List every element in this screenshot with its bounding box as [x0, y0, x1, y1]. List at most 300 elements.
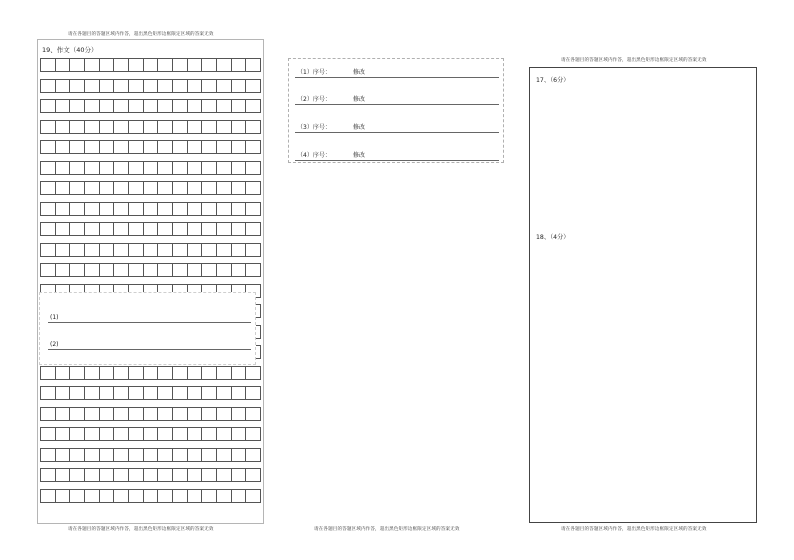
correction-item-3[interactable] [295, 119, 499, 133]
essay-grid-cell[interactable] [55, 243, 71, 257]
essay-grid-cell[interactable] [245, 468, 261, 482]
essay-grid-cell[interactable] [187, 386, 203, 400]
essay-grid-cell[interactable] [245, 366, 261, 380]
essay-grid-cell[interactable] [69, 222, 85, 236]
essay-grid-cell[interactable] [201, 427, 217, 441]
essay-grid-cell[interactable] [187, 161, 203, 175]
essay-grid-cell[interactable] [172, 120, 188, 134]
essay-grid-cell[interactable] [55, 468, 71, 482]
essay-grid-cell[interactable] [201, 140, 217, 154]
essay-grid-cell[interactable] [245, 222, 261, 236]
essay-grid-cell[interactable] [84, 386, 100, 400]
essay-grid-cell[interactable] [172, 222, 188, 236]
essay-grid-cell[interactable] [245, 79, 261, 93]
essay-grid-cell[interactable] [187, 120, 203, 134]
essay-grid-cell[interactable] [245, 99, 261, 113]
essay-grid-cell[interactable] [157, 263, 173, 277]
essay-grid-cell[interactable] [69, 120, 85, 134]
essay-grid-row [40, 120, 261, 134]
essay-grid-cell[interactable] [84, 427, 100, 441]
essay-grid-cell[interactable] [231, 58, 247, 72]
essay-grid-cell[interactable] [187, 243, 203, 257]
essay-grid-cell[interactable] [157, 243, 173, 257]
essay-grid-cell[interactable] [157, 161, 173, 175]
essay-grid-row [40, 243, 261, 257]
essay-grid-cell[interactable] [55, 407, 71, 421]
essay-grid-cell[interactable] [69, 386, 85, 400]
essay-grid-cell[interactable] [187, 448, 203, 462]
essay-grid-cell[interactable] [69, 161, 85, 175]
essay-grid-cell[interactable] [113, 427, 129, 441]
essay-grid-cell[interactable] [143, 489, 159, 503]
essay-grid-cell[interactable] [99, 243, 115, 257]
essay-grid-cell[interactable] [187, 79, 203, 93]
essay-grid-cell[interactable] [143, 427, 159, 441]
essay-grid-cell[interactable] [99, 407, 115, 421]
essay-grid-cell[interactable] [245, 161, 261, 175]
essay-grid-cell[interactable] [40, 263, 56, 277]
essay-grid-cell[interactable] [128, 366, 144, 380]
essay-grid-cell[interactable] [157, 468, 173, 482]
essay-grid-cell[interactable] [128, 181, 144, 195]
essay-grid-cell[interactable] [143, 468, 159, 482]
essay-grid-cell[interactable] [201, 79, 217, 93]
essay-grid-cell[interactable] [245, 243, 261, 257]
essay-grid-cell[interactable] [216, 120, 232, 134]
essay-grid-cell[interactable] [128, 58, 144, 72]
essay-grid-cell[interactable] [84, 161, 100, 175]
essay-grid-cell[interactable] [245, 427, 261, 441]
essay-grid-cell[interactable] [187, 468, 203, 482]
essay-grid-cell[interactable] [113, 202, 129, 216]
sub-answer-line-1[interactable] [48, 322, 251, 323]
essay-grid-cell[interactable] [172, 468, 188, 482]
essay-grid-cell[interactable] [201, 448, 217, 462]
essay-grid-cell[interactable] [40, 99, 56, 113]
essay-grid-cell[interactable] [201, 222, 217, 236]
notice-top-right: 请在各题目的答题区域内作答，超出黑色矩形边框限定区域的答案无效 [561, 58, 707, 63]
essay-grid-cell[interactable] [99, 489, 115, 503]
essay-grid-cell[interactable] [231, 386, 247, 400]
essay-grid-cell[interactable] [55, 181, 71, 195]
essay-grid-cell[interactable] [84, 181, 100, 195]
essay-grid-cell[interactable] [99, 181, 115, 195]
essay-grid-cell[interactable] [172, 386, 188, 400]
essay-grid-cell[interactable] [231, 263, 247, 277]
essay-grid-cell[interactable] [216, 181, 232, 195]
essay-grid-cell[interactable] [157, 140, 173, 154]
essay-grid-cell[interactable] [128, 120, 144, 134]
correction-item-4[interactable] [295, 147, 499, 161]
essay-grid-cell[interactable] [201, 202, 217, 216]
essay-grid-cell[interactable] [113, 243, 129, 257]
essay-grid-cell[interactable] [55, 222, 71, 236]
essay-grid-cell[interactable] [113, 448, 129, 462]
essay-grid-cell[interactable] [55, 140, 71, 154]
essay-grid-row [40, 58, 261, 72]
essay-grid-cell[interactable] [128, 202, 144, 216]
essay-grid-cell[interactable] [143, 58, 159, 72]
essay-grid-cell[interactable] [99, 140, 115, 154]
essay-grid-row [40, 140, 261, 154]
essay-grid-cell[interactable] [187, 427, 203, 441]
answer-area-17-18[interactable] [529, 67, 757, 523]
essay-grid-cell[interactable] [128, 263, 144, 277]
essay-grid-cell[interactable] [128, 427, 144, 441]
essay-grid-cell[interactable] [157, 407, 173, 421]
essay-grid-cell[interactable] [113, 140, 129, 154]
essay-grid-cell[interactable] [40, 386, 56, 400]
essay-grid-cell[interactable] [172, 99, 188, 113]
essay-grid-cell[interactable] [157, 202, 173, 216]
essay-grid-cell[interactable] [201, 243, 217, 257]
essay-grid-cell[interactable] [69, 489, 85, 503]
essay-grid-cell[interactable] [84, 222, 100, 236]
essay-grid-cell[interactable] [55, 58, 71, 72]
essay-grid-cell[interactable] [143, 366, 159, 380]
essay-grid-cell[interactable] [157, 181, 173, 195]
essay-grid-cell[interactable] [245, 120, 261, 134]
essay-grid-cell[interactable] [231, 243, 247, 257]
essay-grid-cell[interactable] [216, 427, 232, 441]
essay-grid-row [40, 489, 261, 503]
essay-grid-cell[interactable] [245, 407, 261, 421]
essay-grid-cell[interactable] [245, 140, 261, 154]
essay-grid-cell[interactable] [187, 222, 203, 236]
essay-grid-cell[interactable] [84, 99, 100, 113]
essay-grid-cell[interactable] [84, 58, 100, 72]
essay-grid-cell[interactable] [99, 448, 115, 462]
essay-grid-cell[interactable] [84, 140, 100, 154]
essay-grid-cell[interactable] [157, 222, 173, 236]
essay-grid-cell[interactable] [69, 202, 85, 216]
essay-grid-cell[interactable] [113, 181, 129, 195]
essay-grid-cell[interactable] [113, 366, 129, 380]
essay-grid-cell[interactable] [69, 427, 85, 441]
essay-grid-cell[interactable] [55, 386, 71, 400]
sub-answer-label-2: (2) [50, 341, 59, 348]
essay-grid-cell[interactable] [216, 161, 232, 175]
essay-grid-cell[interactable] [143, 448, 159, 462]
essay-grid-row [40, 427, 261, 441]
essay-grid-cell[interactable] [84, 263, 100, 277]
essay-grid-cell[interactable] [40, 427, 56, 441]
essay-grid-cell[interactable] [201, 386, 217, 400]
essay-grid-cell[interactable] [84, 366, 100, 380]
essay-grid-row [40, 366, 261, 380]
essay-grid-cell[interactable] [157, 427, 173, 441]
essay-grid-cell[interactable] [172, 407, 188, 421]
essay-grid-cell[interactable] [201, 120, 217, 134]
essay-grid-cell[interactable] [172, 489, 188, 503]
sub-answer-label-1: (1) [50, 314, 59, 321]
essay-grid-cell[interactable] [231, 120, 247, 134]
essay-grid-cell[interactable] [113, 263, 129, 277]
essay-grid-cell[interactable] [231, 448, 247, 462]
essay-grid-cell[interactable] [99, 161, 115, 175]
essay-grid-cell[interactable] [99, 58, 115, 72]
essay-grid-cell[interactable] [231, 140, 247, 154]
essay-grid-cell[interactable] [216, 489, 232, 503]
essay-grid-cell[interactable] [187, 407, 203, 421]
essay-grid-cell[interactable] [84, 407, 100, 421]
essay-grid-cell[interactable] [55, 263, 71, 277]
essay-grid-cell[interactable] [187, 140, 203, 154]
essay-grid-cell[interactable] [69, 407, 85, 421]
essay-grid-cell[interactable] [99, 366, 115, 380]
essay-grid-cell[interactable] [245, 181, 261, 195]
essay-grid-cell[interactable] [40, 407, 56, 421]
essay-grid-cell[interactable] [157, 489, 173, 503]
essay-grid-cell[interactable] [216, 58, 232, 72]
essay-grid-cell[interactable] [99, 386, 115, 400]
essay-grid-cell[interactable] [69, 99, 85, 113]
essay-grid-cell[interactable] [113, 489, 129, 503]
essay-grid-cell[interactable] [157, 120, 173, 134]
essay-grid-cell[interactable] [113, 386, 129, 400]
essay-grid-cell[interactable] [231, 79, 247, 93]
essay-grid-cell[interactable] [187, 58, 203, 72]
essay-grid-cell[interactable] [143, 243, 159, 257]
essay-grid-cell[interactable] [55, 489, 71, 503]
essay-grid-cell[interactable] [187, 181, 203, 195]
essay-grid-row [40, 99, 261, 113]
essay-grid-cell[interactable] [128, 243, 144, 257]
correction-item-2[interactable] [295, 91, 499, 105]
essay-grid-cell[interactable] [172, 366, 188, 380]
essay-grid-cell[interactable] [216, 448, 232, 462]
notice-bottom-left: 请在各题目的答题区域内作答，超出黑色矩形边框限定区域的答案无效 [68, 527, 214, 532]
essay-grid-cell[interactable] [157, 366, 173, 380]
essay-grid-cell[interactable] [69, 448, 85, 462]
essay-grid-cell[interactable] [40, 120, 56, 134]
essay-grid-cell[interactable] [128, 489, 144, 503]
essay-grid-cell[interactable] [172, 161, 188, 175]
essay-grid-cell[interactable] [55, 120, 71, 134]
essay-grid-cell[interactable] [84, 489, 100, 503]
essay-grid-cell[interactable] [99, 120, 115, 134]
essay-grid-cell[interactable] [187, 202, 203, 216]
essay-grid-cell[interactable] [201, 263, 217, 277]
essay-grid-cell[interactable] [245, 448, 261, 462]
essay-grid-cell[interactable] [99, 202, 115, 216]
essay-grid-cell[interactable] [128, 222, 144, 236]
essay-grid-cell[interactable] [231, 222, 247, 236]
essay-grid-cell[interactable] [216, 366, 232, 380]
essay-grid-row [40, 407, 261, 421]
essay-grid-cell[interactable] [245, 489, 261, 503]
essay-grid-cell[interactable] [187, 366, 203, 380]
correction-item-1-label: （1）序号： [297, 69, 331, 76]
essay-grid-cell[interactable] [55, 79, 71, 93]
essay-grid-row [40, 468, 261, 482]
essay-grid-cell[interactable] [84, 79, 100, 93]
correction-item-3-label: （3）序号： [297, 124, 331, 131]
essay-grid-row [40, 386, 261, 400]
essay-grid-cell[interactable] [231, 427, 247, 441]
essay-grid-cell[interactable] [172, 140, 188, 154]
essay-grid-cell[interactable] [113, 120, 129, 134]
essay-grid-cell[interactable] [69, 243, 85, 257]
essay-grid-cell[interactable] [40, 366, 56, 380]
essay-grid-cell[interactable] [231, 407, 247, 421]
essay-grid-cell[interactable] [128, 99, 144, 113]
essay-grid-cell[interactable] [69, 366, 85, 380]
essay-grid-cell[interactable] [143, 120, 159, 134]
essay-grid-cell[interactable] [201, 468, 217, 482]
essay-grid-row [40, 79, 261, 93]
essay-grid-cell[interactable] [113, 79, 129, 93]
essay-grid-cell[interactable] [172, 58, 188, 72]
essay-grid-cell[interactable] [231, 99, 247, 113]
essay-grid-cell[interactable] [99, 79, 115, 93]
essay-grid-cell[interactable] [172, 448, 188, 462]
essay-grid-cell[interactable] [143, 263, 159, 277]
essay-grid-cell[interactable] [128, 386, 144, 400]
essay-grid-cell[interactable] [216, 263, 232, 277]
essay-grid-cell[interactable] [55, 202, 71, 216]
essay-grid-cell[interactable] [113, 99, 129, 113]
sub-answer-line-2[interactable] [48, 349, 251, 350]
essay-grid-cell[interactable] [216, 99, 232, 113]
essay-grid-cell[interactable] [40, 140, 56, 154]
essay-grid-cell[interactable] [40, 468, 56, 482]
essay-grid-cell[interactable] [172, 427, 188, 441]
essay-grid-cell[interactable] [172, 181, 188, 195]
essay-grid-cell[interactable] [84, 120, 100, 134]
essay-grid-cell[interactable] [216, 79, 232, 93]
essay-grid-cell[interactable] [216, 386, 232, 400]
essay-grid-cell[interactable] [201, 366, 217, 380]
essay-grid-cell[interactable] [128, 140, 144, 154]
essay-grid-cell[interactable] [143, 222, 159, 236]
essay-grid-cell[interactable] [55, 427, 71, 441]
essay-grid-cell[interactable] [143, 386, 159, 400]
essay-grid-cell[interactable] [143, 79, 159, 93]
essay-grid-cell[interactable] [201, 407, 217, 421]
essay-grid-cell[interactable] [157, 99, 173, 113]
essay-grid-cell[interactable] [216, 202, 232, 216]
essay-grid-cell[interactable] [143, 202, 159, 216]
essay-grid-cell[interactable] [157, 58, 173, 72]
essay-grid-cell[interactable] [187, 263, 203, 277]
essay-grid-cell[interactable] [69, 58, 85, 72]
correction-item-2-label: （2）序号： [297, 96, 331, 103]
essay-grid-cell[interactable] [231, 202, 247, 216]
essay-grid-cell[interactable] [143, 161, 159, 175]
essay-grid-cell[interactable] [99, 263, 115, 277]
essay-grid-cell[interactable] [84, 202, 100, 216]
essay-grid-cell[interactable] [40, 489, 56, 503]
essay-grid-cell[interactable] [113, 222, 129, 236]
essay-grid-cell[interactable] [157, 79, 173, 93]
question-19-label: 19、作文（40分） [42, 46, 98, 54]
essay-grid-cell[interactable] [40, 181, 56, 195]
notice-top-left: 请在各题目的答题区域内作答，超出黑色矩形边框限定区域的答案无效 [68, 32, 214, 37]
essay-grid-cell[interactable] [40, 448, 56, 462]
essay-grid-cell[interactable] [113, 161, 129, 175]
essay-grid-cell[interactable] [99, 99, 115, 113]
essay-grid-cell[interactable] [84, 468, 100, 482]
essay-grid-cell[interactable] [128, 468, 144, 482]
essay-grid-cell[interactable] [245, 202, 261, 216]
essay-grid-cell[interactable] [157, 386, 173, 400]
essay-grid-cell[interactable] [245, 58, 261, 72]
essay-grid-cell[interactable] [216, 468, 232, 482]
essay-grid-cell[interactable] [69, 79, 85, 93]
essay-grid-cell[interactable] [40, 79, 56, 93]
essay-grid-cell[interactable] [40, 243, 56, 257]
essay-grid-cell[interactable] [216, 222, 232, 236]
essay-grid-cell[interactable] [201, 58, 217, 72]
notice-bottom-middle: 请在各题目的答题区域内作答，超出黑色矩形边框限定区域的答案无效 [314, 527, 460, 532]
essay-grid-cell[interactable] [40, 161, 56, 175]
essay-grid-cell[interactable] [143, 181, 159, 195]
essay-grid-cell[interactable] [172, 202, 188, 216]
essay-grid-cell[interactable] [231, 181, 247, 195]
essay-grid-cell[interactable] [201, 99, 217, 113]
essay-grid-cell[interactable] [69, 140, 85, 154]
essay-grid-cell[interactable] [69, 263, 85, 277]
essay-grid-cell[interactable] [143, 407, 159, 421]
essay-grid-cell[interactable] [143, 99, 159, 113]
essay-grid-cell[interactable] [216, 407, 232, 421]
essay-grid-cell[interactable] [157, 448, 173, 462]
correction-item-1[interactable] [295, 64, 499, 78]
essay-grid-cell[interactable] [231, 161, 247, 175]
essay-grid-cell[interactable] [172, 243, 188, 257]
essay-grid-cell[interactable] [99, 222, 115, 236]
essay-grid-cell[interactable] [84, 243, 100, 257]
essay-grid-cell[interactable] [40, 222, 56, 236]
essay-grid-cell[interactable] [128, 448, 144, 462]
essay-grid-cell[interactable] [113, 407, 129, 421]
essay-grid-cell[interactable] [216, 140, 232, 154]
essay-grid-cell[interactable] [40, 202, 56, 216]
essay-grid-cell[interactable] [55, 161, 71, 175]
correction-item-4-edit: 修改 [353, 152, 366, 159]
essay-grid-cell[interactable] [55, 99, 71, 113]
essay-grid-cell[interactable] [128, 161, 144, 175]
essay-grid-cell[interactable] [245, 386, 261, 400]
essay-grid-cell[interactable] [128, 79, 144, 93]
essay-grid-cell[interactable] [84, 448, 100, 462]
essay-grid-cell[interactable] [231, 489, 247, 503]
essay-grid-cell[interactable] [231, 468, 247, 482]
essay-grid-cell[interactable] [69, 468, 85, 482]
essay-grid-cell[interactable] [113, 468, 129, 482]
essay-grid-cell[interactable] [143, 140, 159, 154]
essay-grid-cell[interactable] [231, 366, 247, 380]
essay-grid-cell[interactable] [172, 79, 188, 93]
essay-grid-cell[interactable] [201, 161, 217, 175]
essay-grid-cell[interactable] [187, 99, 203, 113]
essay-grid-cell[interactable] [55, 448, 71, 462]
essay-grid-cell[interactable] [55, 366, 71, 380]
essay-grid-cell[interactable] [113, 58, 129, 72]
essay-grid-cell[interactable] [245, 263, 261, 277]
essay-grid-cell[interactable] [69, 181, 85, 195]
essay-grid-cell[interactable] [40, 58, 56, 72]
essay-grid-cell[interactable] [128, 407, 144, 421]
essay-grid-cell[interactable] [99, 468, 115, 482]
essay-grid-cell[interactable] [216, 243, 232, 257]
essay-grid-cell[interactable] [187, 489, 203, 503]
essay-grid-cell[interactable] [201, 181, 217, 195]
essay-grid-cell[interactable] [172, 263, 188, 277]
essay-grid-cell[interactable] [99, 427, 115, 441]
essay-grid-cell[interactable] [201, 489, 217, 503]
